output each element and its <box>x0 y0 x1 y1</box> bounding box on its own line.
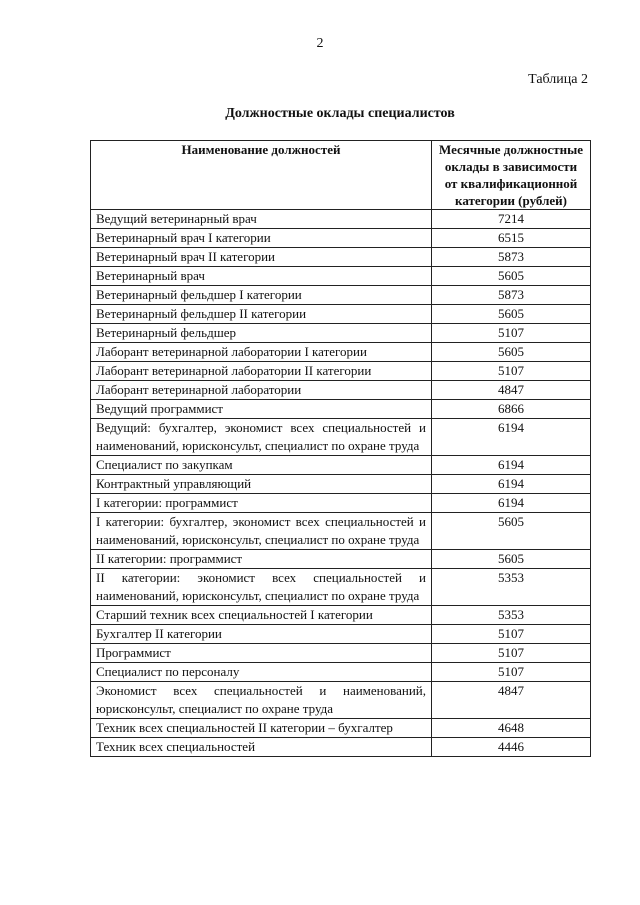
salary-value: 5605 <box>432 305 591 324</box>
table-row <box>91 343 591 362</box>
salary-value: 5107 <box>432 663 591 682</box>
salary-value: 5605 <box>432 513 591 550</box>
table-row <box>91 305 591 324</box>
position-name: Специалист по персоналу <box>91 663 432 682</box>
table-row <box>91 456 591 475</box>
position-name: Ветеринарный врач II категории <box>91 248 432 267</box>
position-name: II категории: программист <box>91 550 432 569</box>
position-name: Ведущий: бухгалтер, экономист всех специальностей и наименований, юрисконсульт, специалист по охране труда <box>91 419 432 456</box>
position-name: Лаборант ветеринарной лаборатории <box>91 381 432 400</box>
position-name: Ветеринарный фельдшер I категории <box>91 286 432 305</box>
header-salary: Месячные должностные оклады в зависимости от квалификационной категории (рублей) <box>432 141 591 210</box>
table-row <box>91 644 591 663</box>
position-name: Бухгалтер II категории <box>91 625 432 644</box>
table-row <box>91 569 591 606</box>
position-name: Специалист по закупкам <box>91 456 432 475</box>
salary-value: 4847 <box>432 682 591 719</box>
salary-value: 5107 <box>432 625 591 644</box>
table-row <box>91 513 591 550</box>
table-row <box>91 267 591 286</box>
position-name: I категории: бухгалтер, экономист всех специальностей и наименований, юрисконсульт, специалист по охране труда <box>91 513 432 550</box>
page-number: 2 <box>316 36 324 51</box>
table-row <box>91 419 591 456</box>
salary-value: 6194 <box>432 494 591 513</box>
salary-value: 4446 <box>432 738 591 757</box>
salary-value: 5605 <box>432 267 591 286</box>
table-row <box>91 210 591 229</box>
salary-value: 6194 <box>432 419 591 456</box>
table-row <box>91 719 591 738</box>
position-name: Ветеринарный фельдшер II категории <box>91 305 432 324</box>
table-row <box>91 625 591 644</box>
table-row <box>91 738 591 757</box>
position-name: Ведущий программист <box>91 400 432 419</box>
position-name: Программист <box>91 644 432 663</box>
salary-value: 6515 <box>432 229 591 248</box>
header-position: Наименование должностей <box>91 141 432 210</box>
salary-value: 7214 <box>432 210 591 229</box>
salary-value: 5873 <box>432 286 591 305</box>
position-name: Ветеринарный врач <box>91 267 432 286</box>
salary-value: 6866 <box>432 400 591 419</box>
position-name: Контрактный управляющий <box>91 475 432 494</box>
position-name: Ветеринарный врач I категории <box>91 229 432 248</box>
salary-value: 5107 <box>432 324 591 343</box>
position-name: I категории: программист <box>91 494 432 513</box>
table-row <box>91 248 591 267</box>
table-label: Таблица 2 <box>528 72 588 87</box>
salary-value: 5107 <box>432 362 591 381</box>
table-body <box>91 210 591 757</box>
table-row <box>91 324 591 343</box>
table-row <box>91 550 591 569</box>
table-row <box>91 663 591 682</box>
salary-value: 5605 <box>432 343 591 362</box>
position-name: II категории: экономист всех специальностей и наименований, юрисконсульт, специалист по охране труда <box>91 569 432 606</box>
salary-value: 4648 <box>432 719 591 738</box>
table-row <box>91 494 591 513</box>
table-row <box>91 286 591 305</box>
salary-value: 5353 <box>432 606 591 625</box>
table-header-row <box>91 141 591 210</box>
table-row <box>91 606 591 625</box>
salary-value: 5605 <box>432 550 591 569</box>
position-name: Техник всех специальностей <box>91 738 432 757</box>
position-name: Лаборант ветеринарной лаборатории I категории <box>91 343 432 362</box>
position-name: Лаборант ветеринарной лаборатории II категории <box>91 362 432 381</box>
position-name: Старший техник всех специальностей I категории <box>91 606 432 625</box>
salary-value: 6194 <box>432 456 591 475</box>
salary-value: 4847 <box>432 381 591 400</box>
position-name: Ветеринарный фельдшер <box>91 324 432 343</box>
salary-value: 5353 <box>432 569 591 606</box>
salary-value: 6194 <box>432 475 591 494</box>
position-name: Экономист всех специальностей и наименований, юрисконсульт, специалист по охране труда <box>91 682 432 719</box>
position-name: Техник всех специальностей II категории – бухгалтер <box>91 719 432 738</box>
salary-value: 5107 <box>432 644 591 663</box>
salary-value: 5873 <box>432 248 591 267</box>
table-row <box>91 362 591 381</box>
position-name: Ведущий ветеринарный врач <box>91 210 432 229</box>
table-row <box>91 682 591 719</box>
table-row <box>91 400 591 419</box>
table-row <box>91 475 591 494</box>
document-title: Должностные оклады специалистов <box>225 106 455 121</box>
salary-table <box>90 140 591 757</box>
table-row <box>91 381 591 400</box>
table-row <box>91 229 591 248</box>
